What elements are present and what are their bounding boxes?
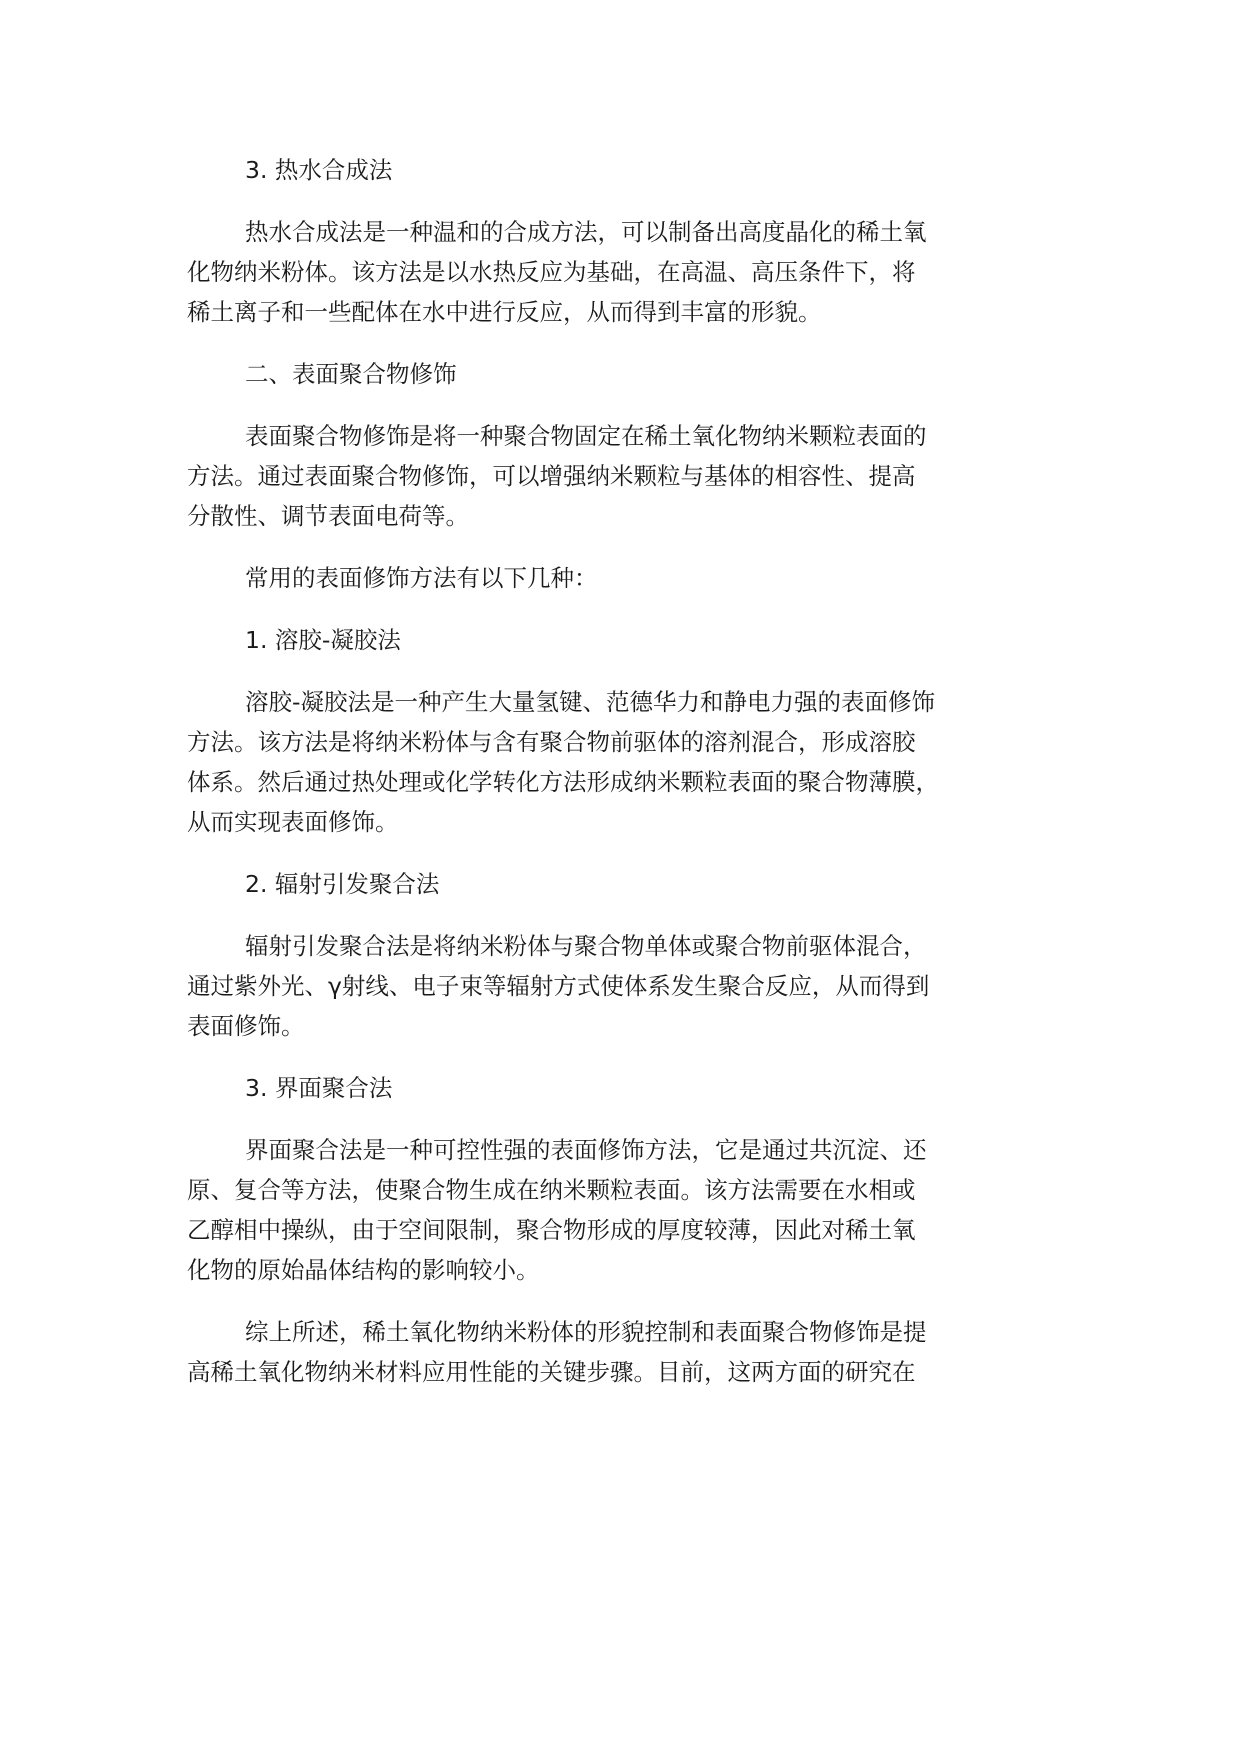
paragraph-radiation (187, 926, 1077, 1046)
paragraph-line: 体系。然后通过热处理或化学转化方法形成纳米颗粒表面的聚合物薄膜， (187, 768, 939, 796)
heading-line: 3. 热水合成法 (245, 156, 393, 184)
paragraph-line: 化物纳米粉体。该方法是以水热反应为基础，在高温、高压条件下，将 (187, 258, 916, 286)
paragraph-line: 通过紫外光、γ射线、电子束等辐射方式使体系发生聚合反应，从而得到 (187, 972, 930, 1000)
paragraph-line: 综上所述，稀土氧化物纳米粉体的形貌控制和表面聚合物修饰是提 (245, 1318, 927, 1346)
paragraph-line: 方法。该方法是将纳米粉体与含有聚合物前驱体的溶剂混合，形成溶胶 (187, 728, 916, 756)
paragraph-sol-gel (187, 682, 1077, 842)
methods-intro (187, 558, 1077, 598)
paragraph-line: 热水合成法是一种温和的合成方法，可以制备出高度晶化的稀土氧 (245, 218, 927, 246)
paragraph-line: 界面聚合法是一种可控性强的表面修饰方法，它是通过共沉淀、还 (245, 1136, 927, 1164)
paragraph-line: 稀土离子和一些配体在水中进行反应，从而得到丰富的形貌。 (187, 298, 822, 326)
section-heading-sol-gel (187, 620, 1077, 660)
paragraph-surface-polymer (187, 416, 1077, 536)
section-heading-interfacial (187, 1068, 1077, 1108)
section-heading-surface-polymer (187, 354, 1077, 394)
heading-line: 1. 溶胶-凝胶法 (245, 626, 401, 654)
paragraph-line: 从而实现表面修饰。 (187, 808, 399, 836)
paragraph-line: 溶胶-凝胶法是一种产生大量氢键、范德华力和静电力强的表面修饰 (245, 688, 935, 716)
paragraph-line: 乙醇相中操纵，由于空间限制，聚合物形成的厚度较薄，因此对稀土氧 (187, 1216, 916, 1244)
paragraph-hydrothermal (187, 212, 1077, 332)
paragraph-line: 表面聚合物修饰是将一种聚合物固定在稀土氧化物纳米颗粒表面的 (245, 422, 927, 450)
heading-line: 3. 界面聚合法 (245, 1074, 393, 1102)
paragraph-line: 原、复合等方法，使聚合物生成在纳米颗粒表面。该方法需要在水相或 (187, 1176, 916, 1204)
section-heading-hydrothermal (187, 150, 1077, 190)
paragraph-line: 辐射引发聚合法是将纳米粉体与聚合物单体或聚合物前驱体混合， (245, 932, 927, 960)
heading-line: 2. 辐射引发聚合法 (245, 870, 440, 898)
section-heading-radiation (187, 864, 1077, 904)
paragraph-line: 化物的原始晶体结构的影响较小。 (187, 1256, 540, 1284)
heading-line: 常用的表面修饰方法有以下几种： (245, 564, 598, 592)
heading-line: 二、表面聚合物修饰 (245, 360, 457, 388)
paragraph-line: 分散性、调节表面电荷等。 (187, 502, 469, 530)
paragraph-line: 高稀土氧化物纳米材料应用性能的关键步骤。目前，这两方面的研究在 (187, 1358, 916, 1386)
paragraph-line: 方法。通过表面聚合物修饰，可以增强纳米颗粒与基体的相容性、提高 (187, 462, 916, 490)
paragraph-summary (187, 1312, 1077, 1392)
paragraph-interfacial (187, 1130, 1077, 1290)
paragraph-line: 表面修饰。 (187, 1012, 305, 1040)
document-body (187, 150, 1077, 1414)
